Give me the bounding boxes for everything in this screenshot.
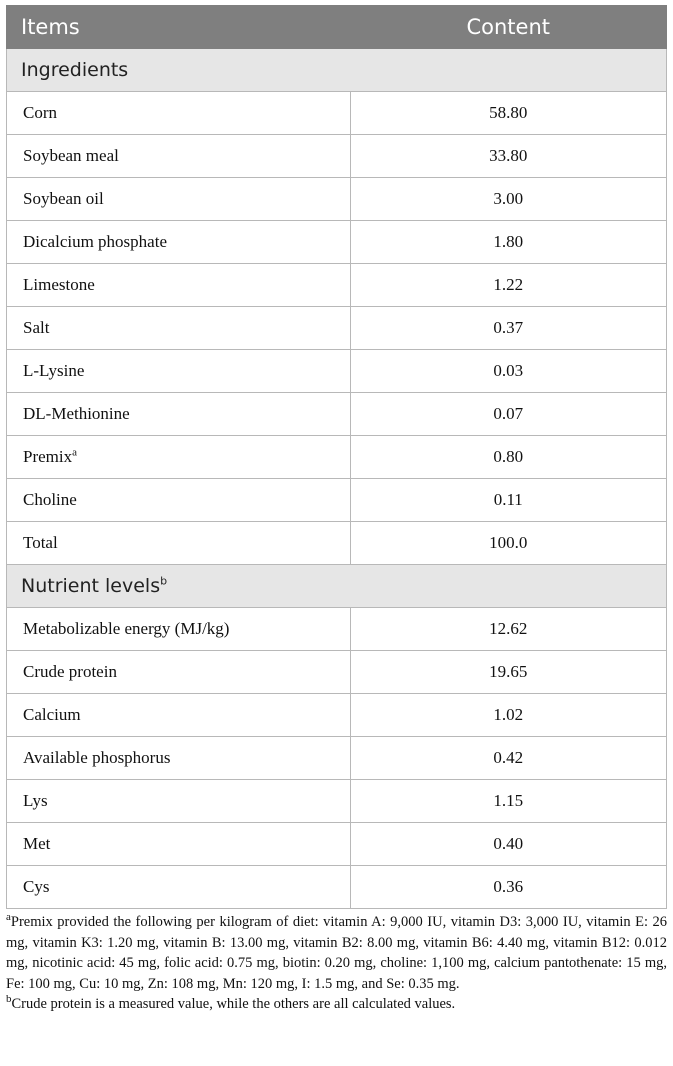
table-row — [7, 436, 667, 479]
item-name: Calcium — [23, 705, 81, 724]
item-name-cell — [7, 522, 351, 565]
section-title-text: Nutrient levels — [21, 575, 161, 597]
table-row — [7, 307, 667, 350]
item-value: 0.80 — [350, 436, 666, 479]
table-row — [7, 780, 667, 823]
section-header-row — [7, 49, 667, 92]
diet-composition-table — [6, 5, 667, 909]
item-name: Soybean oil — [23, 189, 104, 208]
item-value: 1.22 — [350, 264, 666, 307]
item-name: DL-Methionine — [23, 404, 130, 423]
item-name: Cys — [23, 877, 50, 896]
item-name-cell — [7, 823, 351, 866]
table-row — [7, 92, 667, 135]
content-column-header: Content — [350, 6, 666, 49]
item-name-cell — [7, 780, 351, 823]
item-value: 3.00 — [350, 178, 666, 221]
table-row — [7, 823, 667, 866]
item-name: Corn — [23, 103, 57, 122]
item-name-cell — [7, 221, 351, 264]
table-row — [7, 221, 667, 264]
item-value: 0.37 — [350, 307, 666, 350]
table-row — [7, 350, 667, 393]
item-name-cell — [7, 608, 351, 651]
item-name: Premix — [23, 447, 73, 466]
item-value: 19.65 — [350, 651, 666, 694]
item-name-cell — [7, 694, 351, 737]
item-name: Total — [23, 533, 58, 552]
table-row — [7, 178, 667, 221]
item-value: 33.80 — [350, 135, 666, 178]
footnote-a — [6, 912, 667, 994]
item-name-cell — [7, 264, 351, 307]
section-title-text: Ingredients — [21, 59, 129, 81]
item-name: L-Lysine — [23, 361, 85, 380]
item-name: Limestone — [23, 275, 95, 294]
item-footnote-mark: a — [72, 446, 77, 459]
table-row — [7, 135, 667, 178]
table-row — [7, 737, 667, 780]
item-value: 100.0 — [350, 522, 666, 565]
section-title — [7, 49, 667, 92]
item-name: Available phosphorus — [23, 748, 171, 767]
item-value: 1.15 — [350, 780, 666, 823]
item-name-cell — [7, 651, 351, 694]
table-row — [7, 479, 667, 522]
footnote-b-mark: b — [6, 993, 12, 1006]
section-header-row — [7, 565, 667, 608]
section-title — [7, 565, 667, 608]
table-row — [7, 866, 667, 909]
item-name-cell — [7, 436, 351, 479]
item-value: 0.07 — [350, 393, 666, 436]
item-name-cell — [7, 866, 351, 909]
item-value: 1.02 — [350, 694, 666, 737]
item-name: Met — [23, 834, 51, 853]
footnote-b-text: Crude protein is a measured value, while the others are all calculated values. — [11, 996, 456, 1012]
item-name: Metabolizable energy (MJ/kg) — [23, 619, 230, 638]
item-value: 0.42 — [350, 737, 666, 780]
table-header-row — [7, 6, 667, 49]
table-row — [7, 694, 667, 737]
items-column-header: Items — [7, 6, 351, 49]
item-name-cell — [7, 135, 351, 178]
table-row — [7, 522, 667, 565]
table-row — [7, 264, 667, 307]
footnote-b — [6, 994, 667, 1015]
item-value: 0.40 — [350, 823, 666, 866]
table-footnotes — [6, 912, 667, 1015]
item-name: Choline — [23, 490, 77, 509]
item-name: Salt — [23, 318, 50, 337]
item-name-cell — [7, 737, 351, 780]
item-name: Dicalcium phosphate — [23, 232, 167, 251]
item-value: 0.36 — [350, 866, 666, 909]
section-title-footnote-mark: b — [160, 574, 168, 588]
table-row — [7, 393, 667, 436]
item-name: Soybean meal — [23, 146, 119, 165]
item-value: 12.62 — [350, 608, 666, 651]
item-name-cell — [7, 479, 351, 522]
item-name-cell — [7, 92, 351, 135]
item-name-cell — [7, 178, 351, 221]
item-name-cell — [7, 393, 351, 436]
item-name-cell — [7, 350, 351, 393]
item-value: 1.80 — [350, 221, 666, 264]
table-row — [7, 651, 667, 694]
item-name: Lys — [23, 791, 48, 810]
footnote-a-mark: a — [6, 911, 11, 924]
footnote-a-text: Premix provided the following per kilogram of diet: vitamin A: 9,000 IU, vitamin D3: 3,000 IU, vitamin E: 26 mg, vitamin K3: 1.20 mg, vitamin B: 13.00 mg, vitamin B2: 8.00 mg, vitamin B6: 4.40 mg, vitamin B12: 0.012 mg, nicotinic acid: 45 mg, folic acid: 0.75 mg, biotin: 0.20 mg, choline: 1,100 mg, calcium pantothenate: 15 mg, Fe: 100 mg, Cu: 10 mg, Zn: 108 mg, Mn: 120 mg, I: 1.5 mg, and Se: 0.35 mg. — [6, 914, 667, 992]
item-name-cell — [7, 307, 351, 350]
item-value: 58.80 — [350, 92, 666, 135]
table-row — [7, 608, 667, 651]
item-name: Crude protein — [23, 662, 117, 681]
item-value: 0.11 — [350, 479, 666, 522]
item-value: 0.03 — [350, 350, 666, 393]
